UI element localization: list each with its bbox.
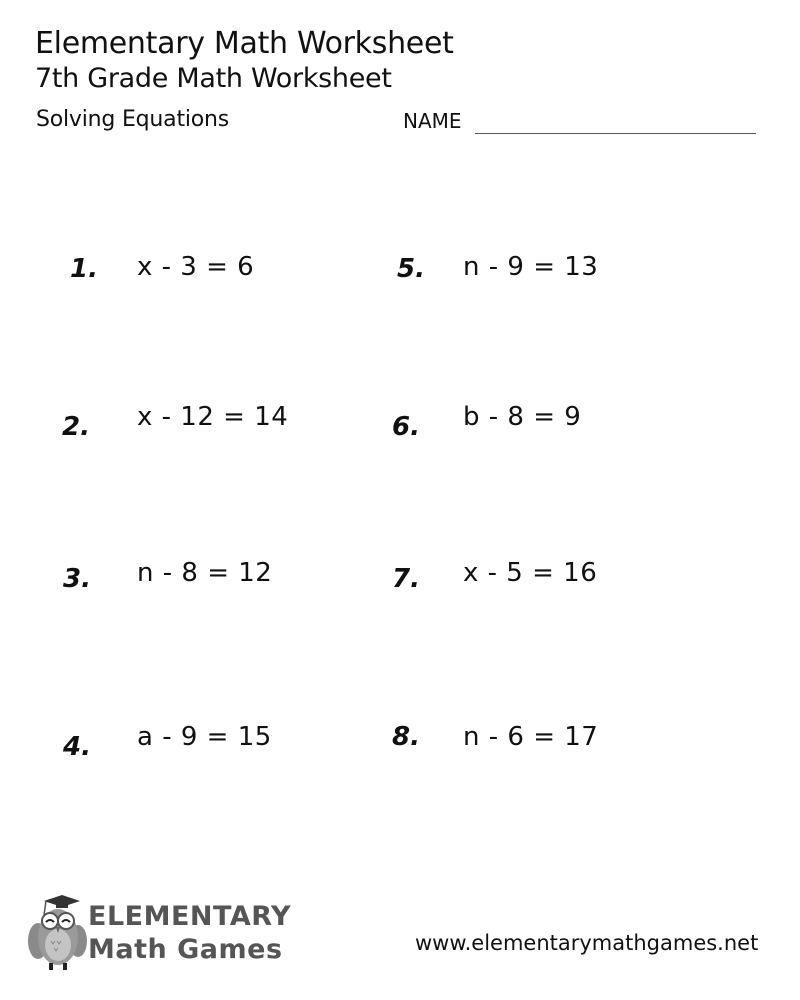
problem-number: 5. — [397, 254, 425, 284]
problem-number: 8. — [392, 722, 420, 752]
problem-equation: n - 9 = 13 — [463, 252, 599, 282]
owl-graduate-icon — [26, 893, 88, 973]
logo-line2: Math Games — [88, 934, 283, 965]
name-label: NAME — [403, 109, 462, 133]
problem-number: 3. — [63, 564, 91, 594]
problem-number: 6. — [392, 412, 420, 442]
problem-equation: n - 6 = 17 — [463, 722, 599, 752]
problem-equation: x - 5 = 16 — [463, 558, 598, 588]
problem-equation: x - 12 = 14 — [137, 402, 289, 432]
worksheet-title: Elementary Math Worksheet — [35, 26, 454, 61]
problem-number: 7. — [392, 564, 420, 594]
problem-number: 2. — [62, 412, 90, 442]
logo-line1: ELEMENTARY — [88, 901, 292, 932]
problem-equation: n - 8 = 12 — [137, 558, 273, 588]
logo-text — [88, 900, 291, 966]
grade-title: 7th Grade Math Worksheet — [35, 63, 392, 94]
website-url[interactable]: www.elementarymathgames.net — [415, 931, 759, 955]
problem-equation: a - 9 = 15 — [137, 722, 272, 752]
problem-number: 4. — [63, 732, 91, 762]
problem-equation: b - 8 = 9 — [463, 402, 582, 432]
problem-number: 1. — [70, 254, 98, 284]
name-input-line[interactable] — [475, 133, 756, 134]
problem-equation: x - 3 = 6 — [137, 252, 255, 282]
topic-title: Solving Equations — [36, 107, 230, 132]
